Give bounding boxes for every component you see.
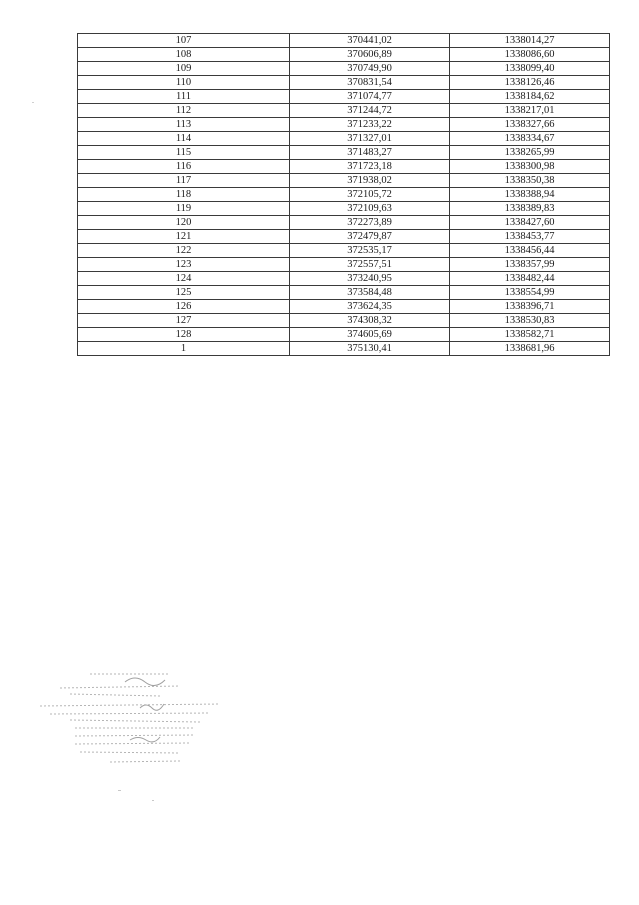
- x-coordinate-cell: 371723,18: [290, 160, 450, 174]
- table-row: [78, 244, 610, 258]
- point-number-cell: 114: [78, 132, 290, 146]
- point-number-cell: 110: [78, 76, 290, 90]
- x-coordinate-cell: 372557,51: [290, 258, 450, 272]
- x-coordinate-cell: 371074,77: [290, 90, 450, 104]
- y-coordinate-cell: 1338389,83: [450, 202, 610, 216]
- point-number-cell: 1: [78, 342, 290, 356]
- y-coordinate-cell: 1338217,01: [450, 104, 610, 118]
- x-coordinate-cell: 370441,02: [290, 34, 450, 48]
- table-row: [78, 62, 610, 76]
- table-row: [78, 314, 610, 328]
- y-coordinate-cell: 1338334,67: [450, 132, 610, 146]
- x-coordinate-cell: 375130,41: [290, 342, 450, 356]
- x-coordinate-cell: 372105,72: [290, 188, 450, 202]
- y-coordinate-cell: 1338327,66: [450, 118, 610, 132]
- table-row: [78, 160, 610, 174]
- scan-speck: [152, 800, 154, 801]
- x-coordinate-cell: 373240,95: [290, 272, 450, 286]
- table-row: [78, 328, 610, 342]
- x-coordinate-cell: 372109,63: [290, 202, 450, 216]
- x-coordinate-cell: 371327,01: [290, 132, 450, 146]
- y-coordinate-cell: 1338014,27: [450, 34, 610, 48]
- point-number-cell: 120: [78, 216, 290, 230]
- x-coordinate-cell: 371938,02: [290, 174, 450, 188]
- point-number-cell: 121: [78, 230, 290, 244]
- table-row: [78, 118, 610, 132]
- table-row: [78, 174, 610, 188]
- point-number-cell: 118: [78, 188, 290, 202]
- point-number-cell: 108: [78, 48, 290, 62]
- point-number-cell: 116: [78, 160, 290, 174]
- point-number-cell: 113: [78, 118, 290, 132]
- table-row: [78, 286, 610, 300]
- table-row: [78, 216, 610, 230]
- y-coordinate-cell: 1338554,99: [450, 286, 610, 300]
- y-coordinate-cell: 1338300,98: [450, 160, 610, 174]
- point-number-cell: 111: [78, 90, 290, 104]
- point-number-cell: 128: [78, 328, 290, 342]
- point-number-cell: 107: [78, 34, 290, 48]
- table-row: [78, 146, 610, 160]
- point-number-cell: 109: [78, 62, 290, 76]
- scan-speck: [118, 790, 121, 791]
- y-coordinate-cell: 1338126,46: [450, 76, 610, 90]
- y-coordinate-cell: 1338086,60: [450, 48, 610, 62]
- y-coordinate-cell: 1338099,40: [450, 62, 610, 76]
- y-coordinate-cell: 1338184,62: [450, 90, 610, 104]
- y-coordinate-cell: 1338681,96: [450, 342, 610, 356]
- table-row: [78, 342, 610, 356]
- table-row: [78, 230, 610, 244]
- x-coordinate-cell: 370749,90: [290, 62, 450, 76]
- y-coordinate-cell: 1338482,44: [450, 272, 610, 286]
- table-row: [78, 272, 610, 286]
- y-coordinate-cell: 1338350,38: [450, 174, 610, 188]
- y-coordinate-cell: 1338357,99: [450, 258, 610, 272]
- table-row: [78, 202, 610, 216]
- x-coordinate-cell: 373624,35: [290, 300, 450, 314]
- table-row: [78, 34, 610, 48]
- point-number-cell: 126: [78, 300, 290, 314]
- y-coordinate-cell: 1338427,60: [450, 216, 610, 230]
- y-coordinate-cell: 1338582,71: [450, 328, 610, 342]
- x-coordinate-cell: 372479,87: [290, 230, 450, 244]
- x-coordinate-cell: 373584,48: [290, 286, 450, 300]
- point-number-cell: 112: [78, 104, 290, 118]
- table-row: [78, 188, 610, 202]
- coordinates-table-body: [78, 34, 610, 356]
- table-row: [78, 90, 610, 104]
- x-coordinate-cell: 371483,27: [290, 146, 450, 160]
- point-number-cell: 123: [78, 258, 290, 272]
- x-coordinate-cell: 374605,69: [290, 328, 450, 342]
- table-row: [78, 300, 610, 314]
- y-coordinate-cell: 1338396,71: [450, 300, 610, 314]
- x-coordinate-cell: 370606,89: [290, 48, 450, 62]
- y-coordinate-cell: 1338453,77: [450, 230, 610, 244]
- x-coordinate-cell: 371233,22: [290, 118, 450, 132]
- point-number-cell: 117: [78, 174, 290, 188]
- x-coordinate-cell: 374308,32: [290, 314, 450, 328]
- x-coordinate-cell: 372535,17: [290, 244, 450, 258]
- stamp-lines-graphic: [30, 668, 230, 778]
- faded-stamp-signature-icon: [30, 668, 230, 778]
- x-coordinate-cell: 370831,54: [290, 76, 450, 90]
- table-row: [78, 104, 610, 118]
- y-coordinate-cell: 1338530,83: [450, 314, 610, 328]
- y-coordinate-cell: 1338265,99: [450, 146, 610, 160]
- table-row: [78, 132, 610, 146]
- table-row: [78, 76, 610, 90]
- scan-speck: [32, 102, 34, 103]
- y-coordinate-cell: 1338456,44: [450, 244, 610, 258]
- x-coordinate-cell: 372273,89: [290, 216, 450, 230]
- point-number-cell: 115: [78, 146, 290, 160]
- point-number-cell: 127: [78, 314, 290, 328]
- point-number-cell: 124: [78, 272, 290, 286]
- coordinates-table: [77, 33, 610, 356]
- point-number-cell: 122: [78, 244, 290, 258]
- y-coordinate-cell: 1338388,94: [450, 188, 610, 202]
- point-number-cell: 125: [78, 286, 290, 300]
- table-row: [78, 48, 610, 62]
- x-coordinate-cell: 371244,72: [290, 104, 450, 118]
- point-number-cell: 119: [78, 202, 290, 216]
- table-row: [78, 258, 610, 272]
